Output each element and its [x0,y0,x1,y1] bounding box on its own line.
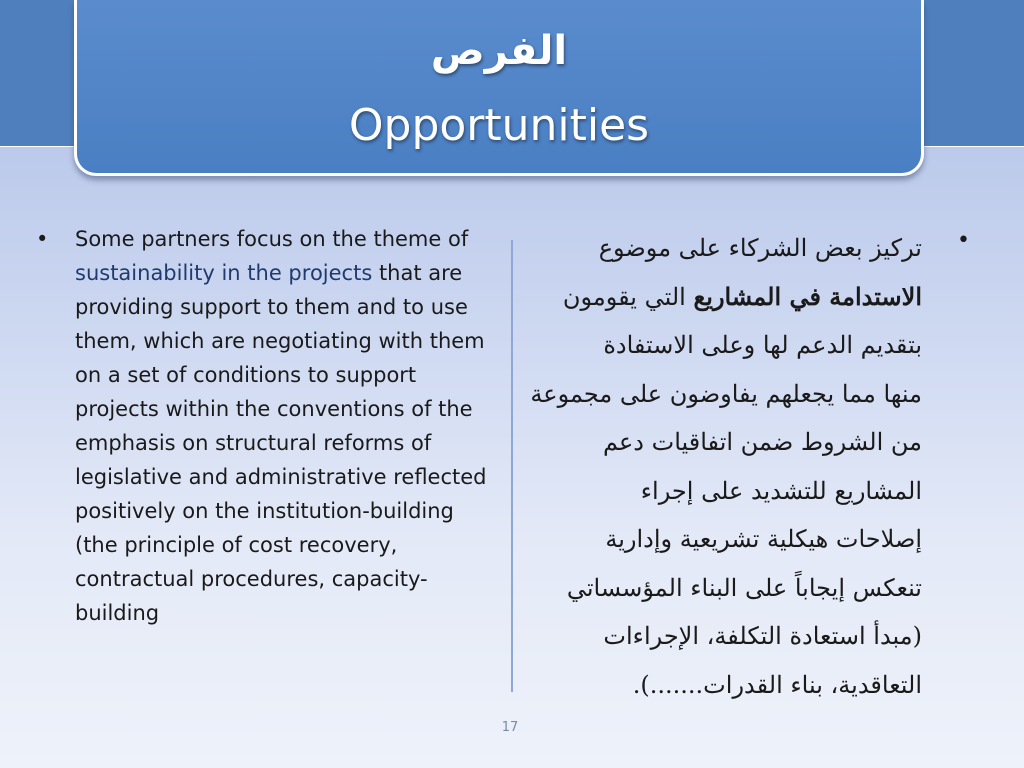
bullet-icon: • [36,227,49,251]
arabic-line: (مبدأ استعادة التكلفة، الإجراءات [603,622,922,650]
arabic-line: منها مما يجعلهم يفاوضون على مجموعة [530,379,922,408]
arabic-line: بتقديم الدعم لها وعلى الاستفادة [603,331,922,359]
title-english: Opportunities [348,100,650,151]
title-box [74,0,924,176]
arabic-line: إصلاحات هيكلية تشريعية وإدارية [605,525,922,553]
arabic-line: التعاقدية، بناء القدرات.......). [632,670,922,699]
arabic-highlight: الاستدامة في المشاريع [693,281,922,311]
column-divider [511,240,513,692]
arabic-text-column [522,224,922,709]
arabic-line: تركيز بعض الشركاء على موضوع [598,234,922,262]
page-number: 17 [501,720,519,735]
english-highlight: sustainability in the projects [75,261,373,285]
english-paragraph [75,222,496,630]
bullet-icon: • [957,228,970,253]
english-text-start: Some partners focus on the theme of [75,227,469,251]
arabic-line: تنعكس إيجاباً على البناء المؤسساتي [566,573,922,602]
arabic-line-rest: التي يقومون [562,282,694,311]
english-text-column [36,222,496,630]
title-arabic: الفرص [430,28,568,74]
arabic-line [522,273,922,322]
arabic-line: المشاريع للتشديد على إجراء [640,476,922,505]
english-text-end: that are providing support to them and to use them, which are negotiating with them on a set of conditions to support projects within the conventions of the emphasis on structural reforms of legislative and administrative reflected positively on the institution-building (the principle of cost recovery, contractual procedures, capacity-building [75,261,487,625]
arabic-line: من الشروط ضمن اتفاقيات دعم [603,428,922,456]
